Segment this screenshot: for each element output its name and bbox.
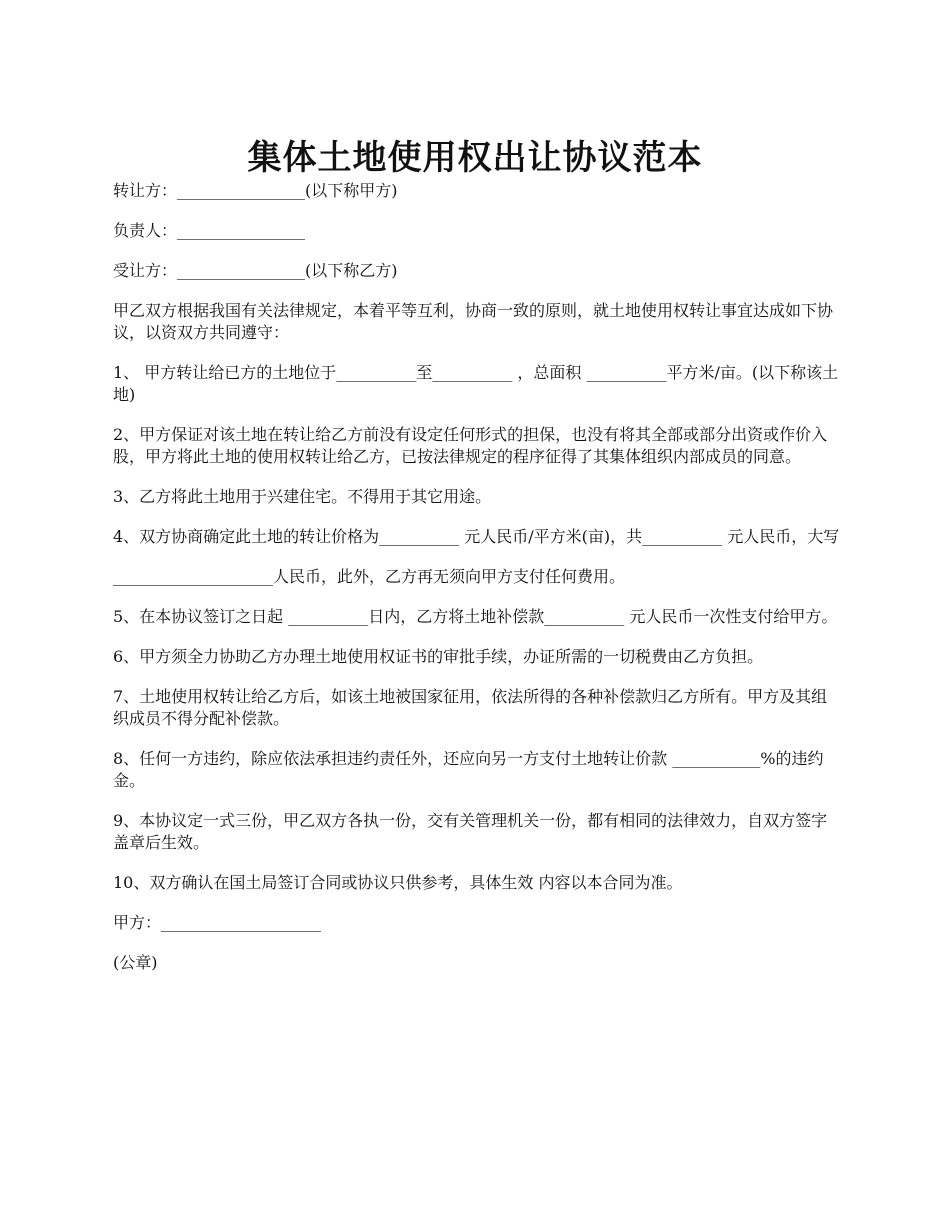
- clause-5: 5、在本协议签订之日起 __________日内，乙方将土地补偿款__________ 元人民币一次性支付给甲方。: [113, 607, 838, 626]
- clause-2: 2、甲方保证对该土地在转让给乙方前没有设定任何形式的担保，也没有将其全部或部分出资或作价入股，甲方将此土地的使用权转让给乙方，已按法律规定的程序征得了其集体组织内部成员的同意。: [113, 425, 828, 466]
- document-title: 集体土地使用权出让协议范本: [247, 137, 703, 178]
- clause-3: 3、乙方将此土地用于兴建住宅。不得用于其它用途。: [113, 487, 492, 506]
- party-a-signature-line: 甲方：____________________: [113, 913, 322, 932]
- transferee-line: 受让方：________________(以下称乙方): [113, 261, 398, 280]
- clause-8: 8、任何一方违约，除应依法承担违约责任外，还应向另一方支付土地转让价款 ___________%的违约金。: [113, 749, 824, 790]
- clause-9: 9、本协议定一式三份，甲乙双方各执一份，交有关管理机关一份，都有相同的法律效力，自双方签字盖章后生效。: [113, 811, 828, 852]
- clause-6: 6、甲方须全力协助乙方办理土地使用权证书的审批手续，办证所需的一切税费由乙方负担。: [113, 647, 764, 666]
- document-body: [113, 180, 841, 992]
- clause-10: 10、双方确认在国土局签订合同或协议只供参考，具体生效 内容以本合同为准。: [113, 873, 683, 892]
- clause-4: 4、双方协商确定此土地的转让价格为__________ 元人民币/平方米(亩)，共__________ 元人民币，大写: [113, 527, 840, 546]
- official-seal-label: (公章): [113, 953, 158, 972]
- responsible-person-line: 负责人：________________: [113, 221, 306, 240]
- preamble-paragraph: 甲乙双方根据我国有关法律规定，本着平等互利，协商一致的原则，就土地使用权转让事宜达成如下协议，以资双方共同遵守：: [113, 301, 834, 342]
- clause-4-continued: ____________________人民币，此外，乙方再无须向甲方支付任何费用。: [113, 567, 626, 586]
- clause-1: 1、 甲方转让给已方的土地位于__________至__________ ，总面积 __________平方米/亩。(以下称该土地): [113, 363, 839, 404]
- transferor-line: 转让方：________________(以下称甲方): [113, 181, 398, 200]
- clause-7: 7、土地使用权转让给乙方后，如该土地被国家征用，依法所得的各种补偿款归乙方所有。甲方及其组织成员不得分配补偿款。: [113, 687, 828, 728]
